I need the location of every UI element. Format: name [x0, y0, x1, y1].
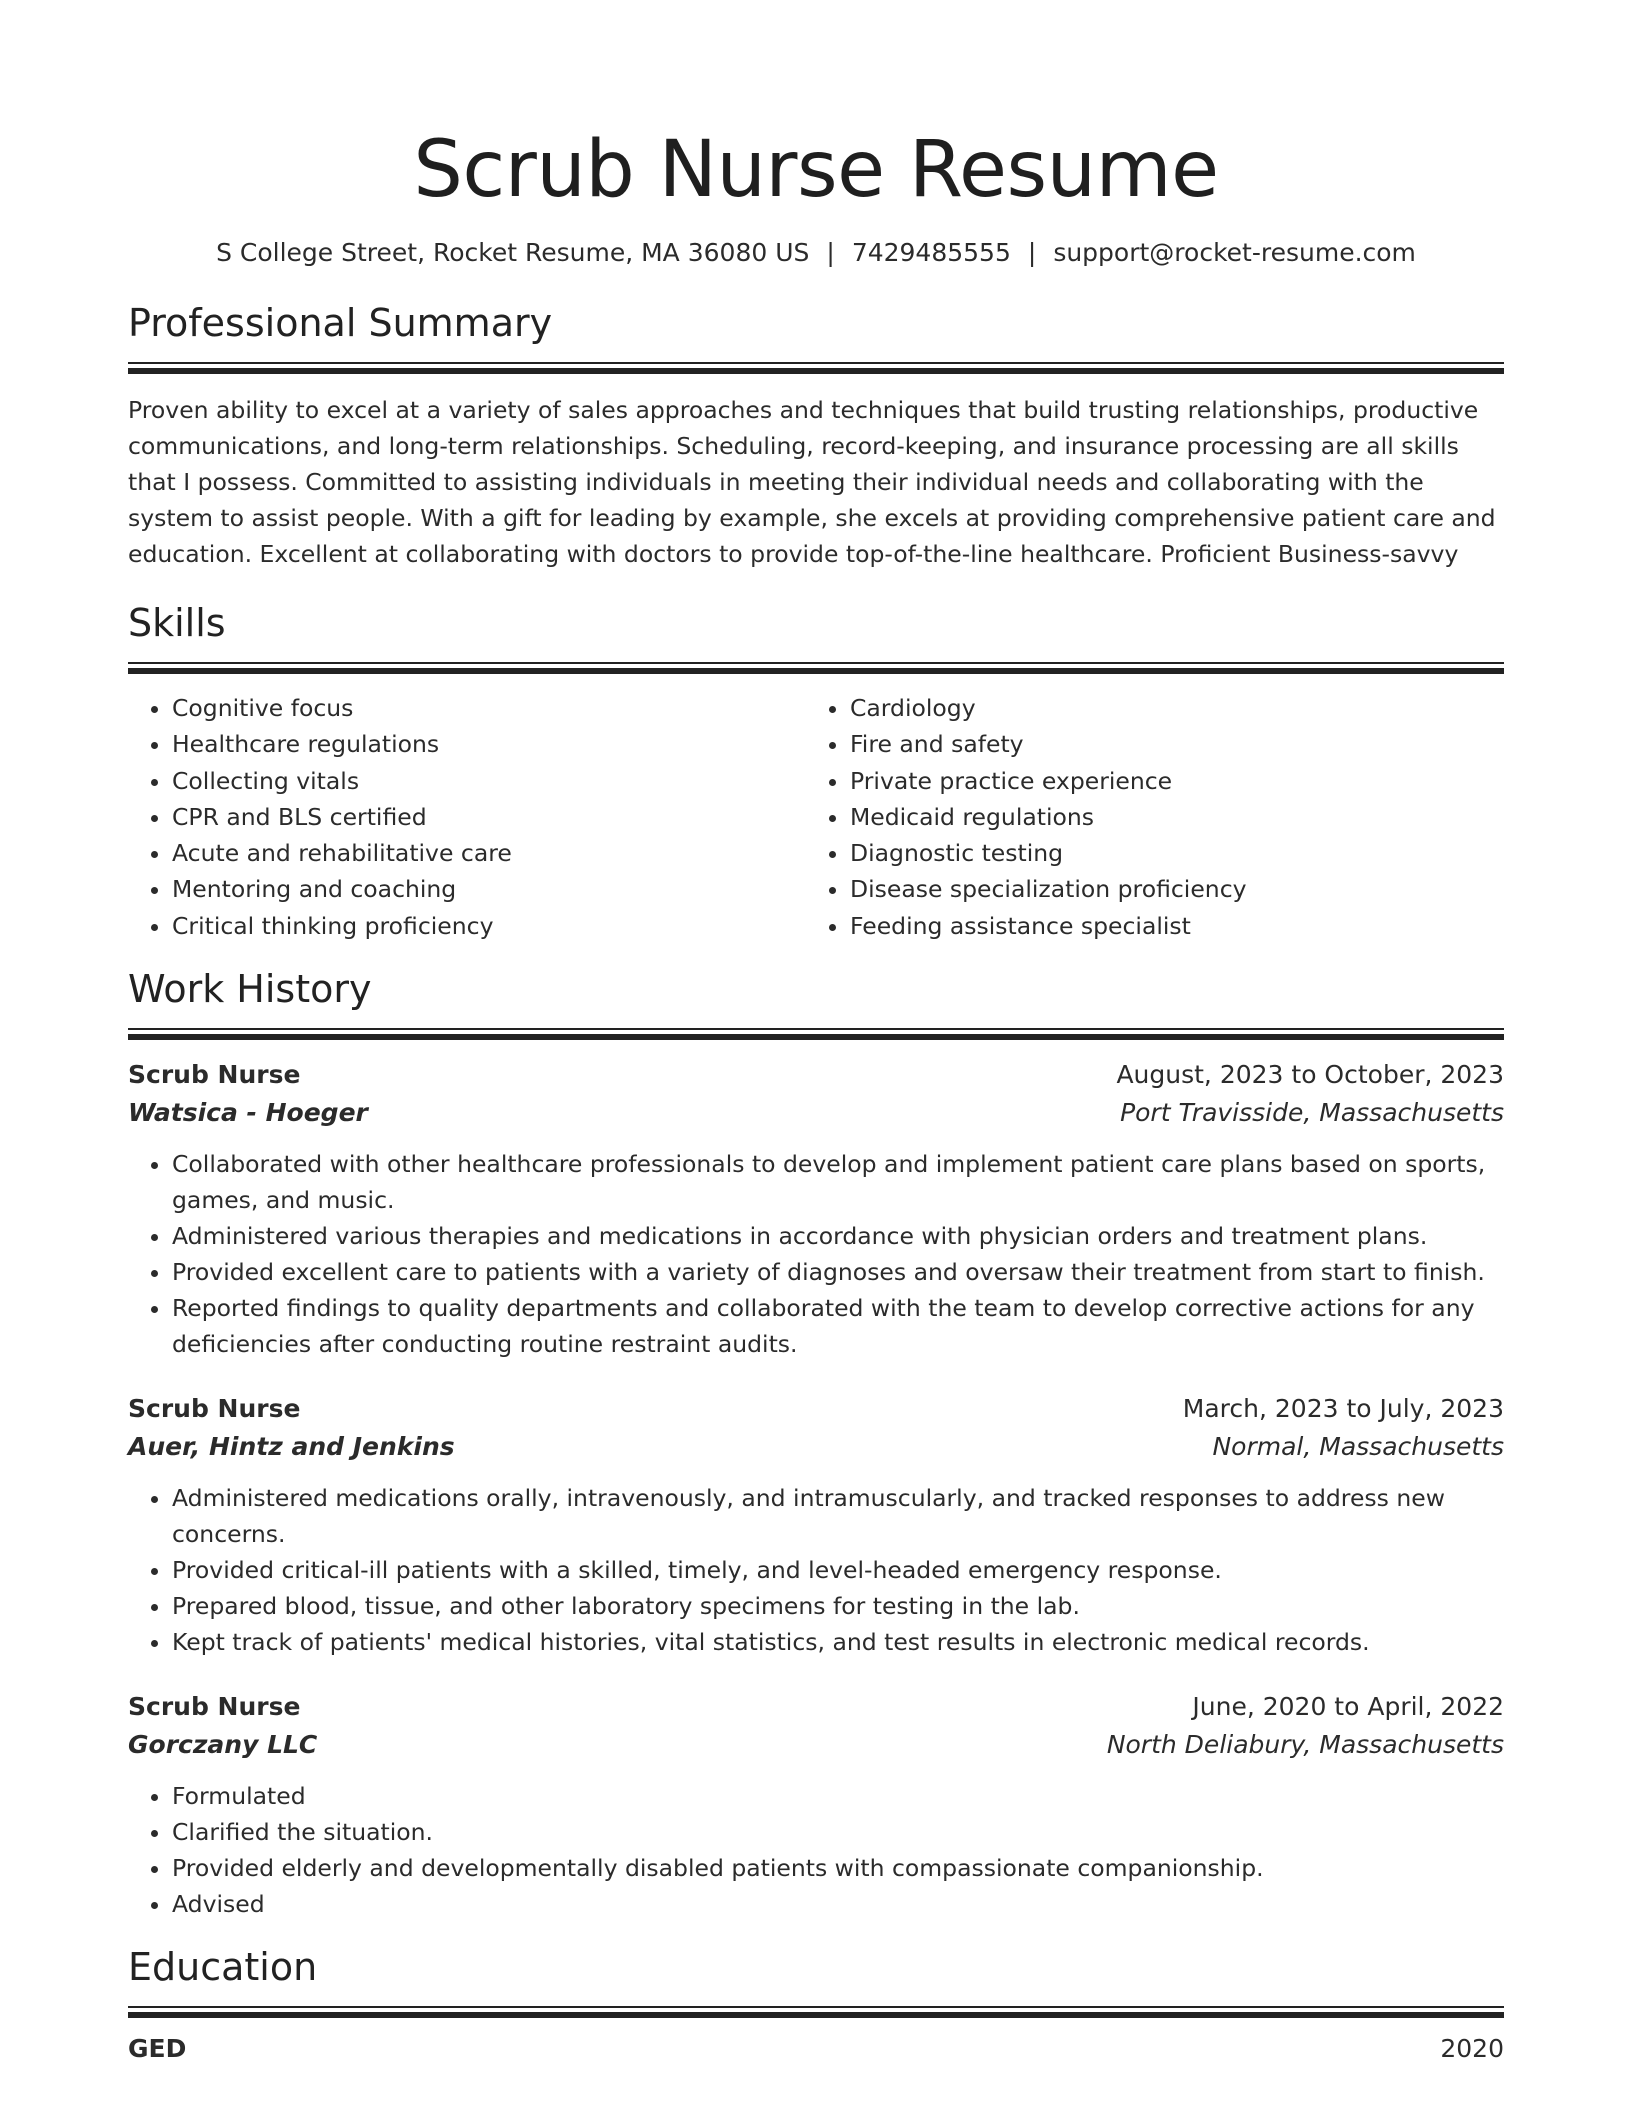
skill-item: • Healthcare regulations: [172, 726, 806, 762]
skill-item: • Cognitive focus: [172, 690, 806, 726]
contact-line: [128, 236, 1504, 270]
job-bullet: • Provided critical-ill patients with a skilled, timely, and level-headed emergency response.: [172, 1552, 1504, 1588]
skills-list-right: [806, 690, 1484, 944]
skill-item: • Private practice experience: [850, 763, 1484, 799]
job-header: [128, 1056, 1504, 1094]
job-bullets: [128, 1146, 1504, 1362]
section-divider: [128, 662, 1504, 674]
section-work-history: [128, 964, 1504, 1922]
contact-email: support@rocket-resume.com: [1053, 238, 1416, 267]
section-divider: [128, 362, 1504, 374]
education-entry: [128, 2030, 1504, 2068]
job-bullet: • Provided elderly and developmentally disabled patients with compassionate companionship.: [172, 1850, 1504, 1886]
job-bullet: • Reported findings to quality departments and collaborated with the team to develop corrective actions for any deficiencies after conducting routine restraint audits.: [172, 1290, 1504, 1362]
skill-item: • Cardiology: [850, 690, 1484, 726]
job-bullet: • Kept track of patients' medical histories, vital statistics, and test results in electronic medical records.: [172, 1624, 1504, 1660]
skill-item: • CPR and BLS certified: [172, 799, 806, 835]
skill-item: • Acute and rehabilitative care: [172, 835, 806, 871]
contact-address: S College Street, Rocket Resume, MA 36080 US: [216, 238, 810, 267]
job-company: Gorczany LLC: [128, 1730, 318, 1760]
job-location: North Deliabury, Massachusetts: [1106, 1730, 1504, 1760]
section-divider: [128, 1028, 1504, 1040]
section-skills: [128, 598, 1504, 944]
skill-item: • Mentoring and coaching: [172, 871, 806, 907]
skill-item: • Collecting vitals: [172, 763, 806, 799]
section-title-summary: Professional Summary: [128, 301, 553, 345]
contact-separator: |: [1027, 238, 1037, 267]
job-header: [128, 1390, 1504, 1428]
job-bullet: • Administered medications orally, intravenously, and intramuscularly, and tracked responses to address new concerns.: [172, 1480, 1504, 1552]
section-title-education: Education: [128, 1945, 318, 1990]
job-title: Scrub Nurse: [128, 1692, 301, 1722]
skills-list-left: [128, 690, 806, 944]
section-summary: [128, 298, 1504, 572]
section-divider: [128, 2006, 1504, 2018]
job-bullet: • Provided excellent care to patients with a variety of diagnoses and oversaw their treatment from start to finish.: [172, 1254, 1504, 1290]
job-dates: March, 2023 to July, 2023: [1182, 1394, 1504, 1424]
job-company: Watsica - Hoeger: [128, 1098, 368, 1128]
skill-item: • Diagnostic testing: [850, 835, 1484, 871]
summary-text: Proven ability to excel at a variety of sales approaches and techniques that build trusting relationships, productive communications, and long-term relationships. Scheduling, record-keeping, and insurance processing are all skills that I possess. Committed to assisting individuals in meeting their individual needs and collaborating with the system to assist people. With a gift for leading by example, she excels at providing comprehensive patient care and education. Excellent at collaborating with doctors to provide top-of-the-line healthcare. Proficient Business-savvy: [128, 396, 1496, 568]
job-header: [128, 1688, 1504, 1726]
job-dates: August, 2023 to October, 2023: [1116, 1060, 1504, 1090]
job-subheader: [128, 1094, 1504, 1132]
skills-columns: [128, 690, 1504, 944]
job-entry: [128, 1688, 1504, 1922]
job-bullet: • Formulated: [172, 1778, 1504, 1814]
job-entry: [128, 1390, 1504, 1660]
job-bullets: [128, 1480, 1504, 1660]
job-company: Auer, Hintz and Jenkins: [128, 1432, 455, 1462]
section-title-skills: Skills: [128, 601, 226, 645]
section-title-work: Work History: [128, 967, 372, 1012]
job-bullet: • Prepared blood, tissue, and other laboratory specimens for testing in the lab.: [172, 1588, 1504, 1624]
education-year: 2020: [1440, 2034, 1504, 2064]
job-subheader: [128, 1428, 1504, 1466]
resume-page: [128, 0, 1504, 2068]
job-dates: June, 2020 to April, 2022: [1192, 1692, 1504, 1722]
job-bullet: • Administered various therapies and medications in accordance with physician orders and treatment plans.: [172, 1218, 1504, 1254]
job-subheader: [128, 1726, 1504, 1764]
job-bullets: [128, 1778, 1504, 1922]
skill-item: • Feeding assistance specialist: [850, 908, 1484, 944]
job-entry: [128, 1056, 1504, 1362]
skill-item: • Fire and safety: [850, 726, 1484, 762]
contact-separator: |: [826, 238, 835, 267]
contact-phone: 7429485555: [851, 238, 1011, 267]
job-title: Scrub Nurse: [128, 1394, 301, 1424]
job-bullet: • Advised: [172, 1886, 1504, 1922]
skill-item: • Disease specialization proficiency: [850, 871, 1484, 907]
skill-item: • Critical thinking proficiency: [172, 908, 806, 944]
section-education: [128, 1942, 1504, 2068]
job-bullet: • Clarified the situation.: [172, 1814, 1504, 1850]
resume-title: Scrub Nurse Resume: [413, 125, 1219, 215]
skill-item: • Medicaid regulations: [850, 799, 1484, 835]
job-bullet: • Collaborated with other healthcare professionals to develop and implement patient care plans based on sports, games, and music.: [172, 1146, 1504, 1218]
education-degree: GED: [128, 2034, 187, 2064]
job-location: Normal, Massachusetts: [1212, 1432, 1504, 1462]
job-title: Scrub Nurse: [128, 1060, 301, 1090]
job-location: Port Travisside, Massachusetts: [1120, 1098, 1504, 1128]
